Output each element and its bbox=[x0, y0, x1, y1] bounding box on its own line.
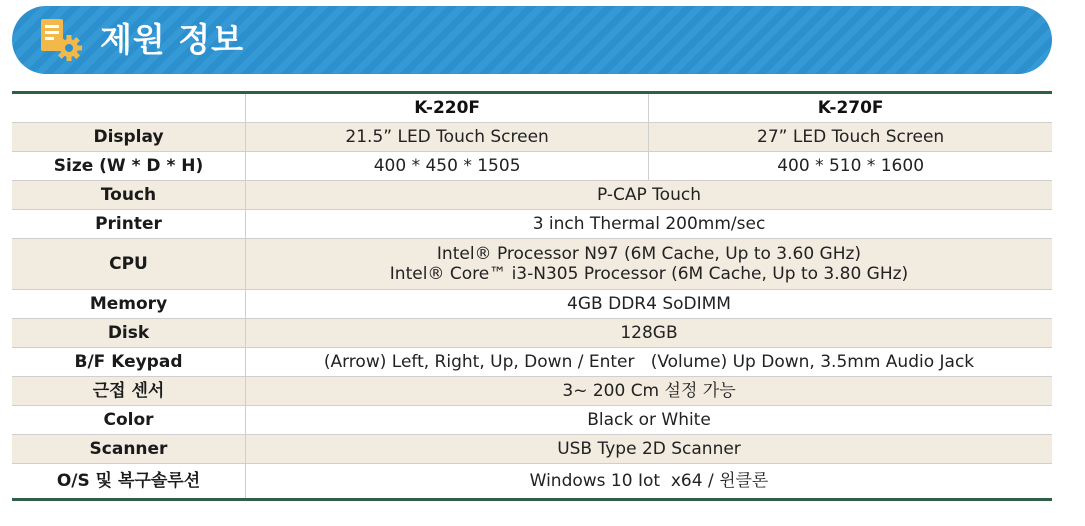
model-header-k220f: K-220F bbox=[246, 93, 649, 123]
table-row bbox=[12, 464, 1052, 500]
row-label: CPU bbox=[12, 239, 246, 290]
table-row bbox=[12, 290, 1052, 319]
row-label: Disk bbox=[12, 319, 246, 348]
table-row bbox=[12, 181, 1052, 210]
table-row bbox=[12, 319, 1052, 348]
cpu-line-1: Intel® Processor N97 (6M Cache, Up to 3.60 GHz) bbox=[436, 244, 862, 264]
table-row bbox=[12, 406, 1052, 435]
row-label: Display bbox=[12, 123, 246, 152]
cell-value: 21.5” LED Touch Screen bbox=[246, 123, 649, 152]
table-row bbox=[12, 377, 1052, 406]
section-banner bbox=[12, 6, 1052, 74]
table-header-row bbox=[12, 93, 1052, 123]
cell-value: 4GB DDR4 SoDIMM bbox=[246, 290, 1053, 319]
table-row bbox=[12, 348, 1052, 377]
cell-value: 400 * 510 * 1600 bbox=[649, 152, 1052, 181]
cell-value: (Arrow) Left, Right, Up, Down / Enter (Volume) Up Down, 3.5mm Audio Jack bbox=[246, 348, 1053, 377]
row-label: Size (W * D * H) bbox=[12, 152, 246, 181]
cell-value: Black or White bbox=[246, 406, 1053, 435]
cpu-line-2: Intel® Core™ i3-N305 Processor (6M Cache, Up to 3.80 GHz) bbox=[389, 264, 909, 284]
row-label: Color bbox=[12, 406, 246, 435]
spec-table bbox=[12, 91, 1052, 501]
cell-value: 3 inch Thermal 200mm/sec bbox=[246, 210, 1053, 239]
row-label: Printer bbox=[12, 210, 246, 239]
table-row bbox=[12, 435, 1052, 464]
cell-value: P-CAP Touch bbox=[246, 181, 1053, 210]
row-label: Touch bbox=[12, 181, 246, 210]
cell-value: 128GB bbox=[246, 319, 1053, 348]
table-row bbox=[12, 210, 1052, 239]
page-title: 제원 정보 bbox=[100, 20, 245, 59]
row-label: B/F Keypad bbox=[12, 348, 246, 377]
cell-value: USB Type 2D Scanner bbox=[246, 435, 1053, 464]
cell-value: Windows 10 Iot x64 / 윈클론 bbox=[246, 464, 1053, 500]
table-row bbox=[12, 123, 1052, 152]
row-label: 근접 센서 bbox=[12, 377, 246, 406]
row-label: O/S 및 복구솔루션 bbox=[56, 471, 201, 491]
header-empty-cell bbox=[12, 93, 246, 123]
document-gear-icon bbox=[38, 16, 86, 64]
cell-value: 27” LED Touch Screen bbox=[649, 123, 1052, 152]
row-label: Memory bbox=[12, 290, 246, 319]
cell-value-multiline bbox=[246, 239, 1053, 290]
cell-value: 3~ 200 Cm 설정 가능 bbox=[246, 377, 1053, 406]
table-row bbox=[12, 152, 1052, 181]
model-header-k270f: K-270F bbox=[649, 93, 1052, 123]
table-row bbox=[12, 239, 1052, 290]
cell-value: 400 * 450 * 1505 bbox=[246, 152, 649, 181]
row-label: Scanner bbox=[12, 435, 246, 464]
